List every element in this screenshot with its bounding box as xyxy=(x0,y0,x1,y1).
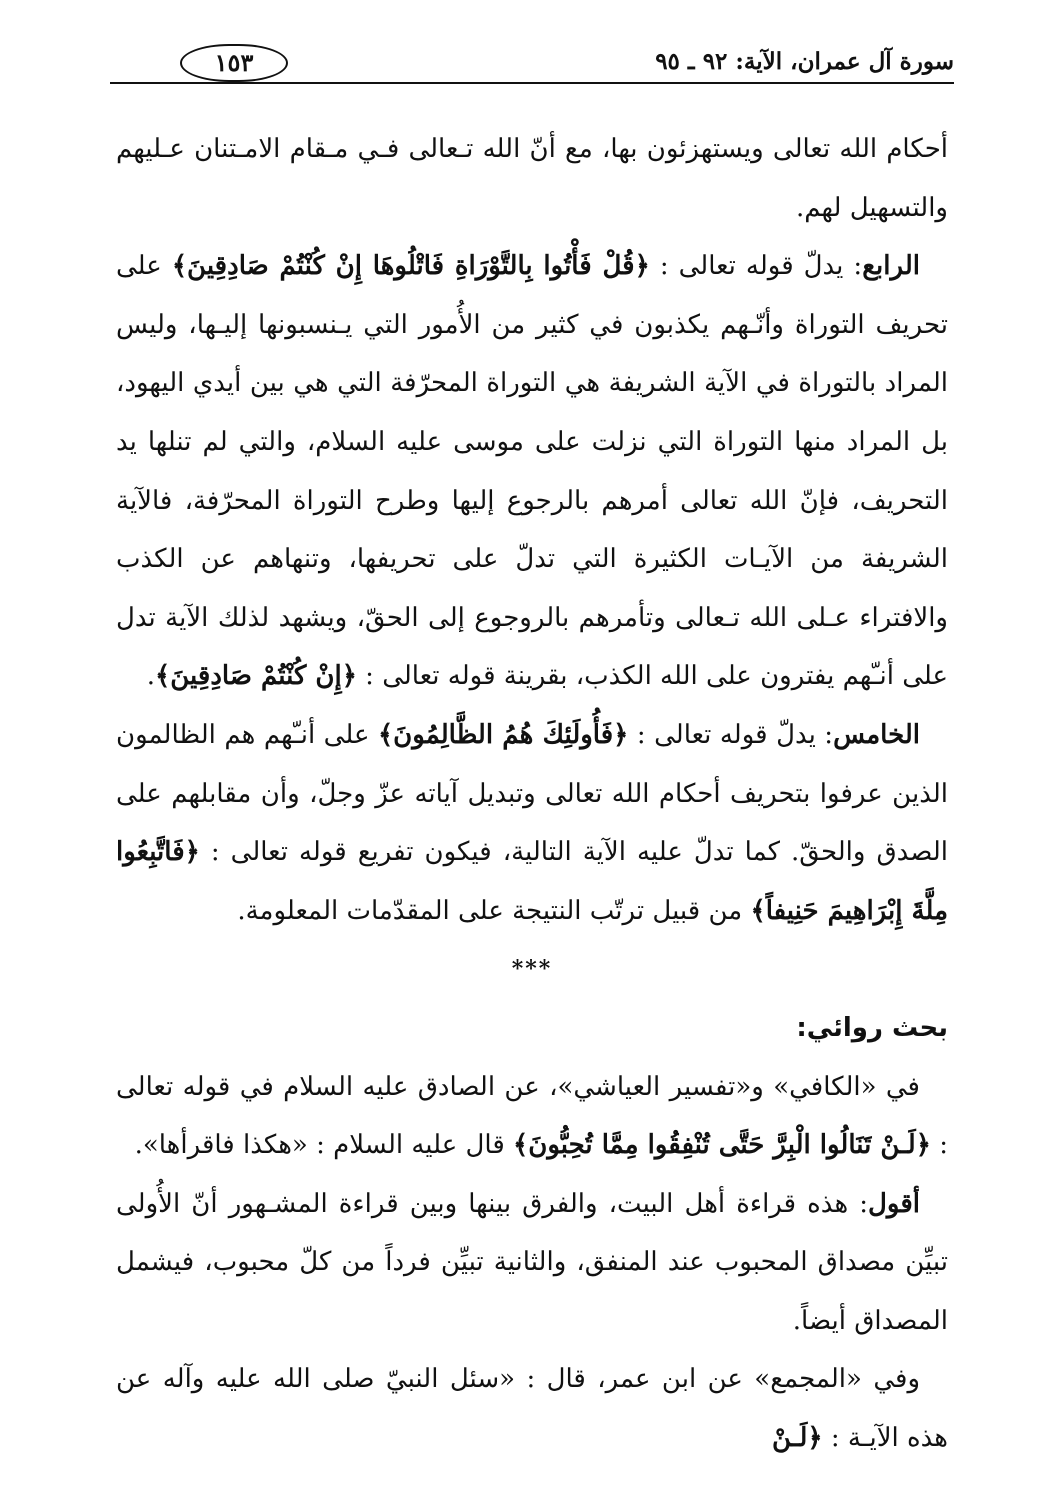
paragraph-fifth-text-a: : يدلّ قوله تعالى : xyxy=(628,719,834,750)
paragraph-narration xyxy=(116,1058,948,1175)
quran-verse: ﴿لَـنْ xyxy=(772,1423,823,1454)
quran-verse: ﴿لَـنْ تَنَالُوا الْبِرَّ حَتَّى تُنْفِقُوا مِمَّا تُحِبُّونَ﴾ xyxy=(513,1130,931,1161)
paragraph-fifth-text-b: على أنـّهم هم الظالمون الذين عرفوا بتحريف أحكام الله تعالى وتبديل آياته عزّ وجلّ، وأن مقابلهم على الصدق والحقّ. كما تدلّ عليه الآية التالية، فيكون تفريع قوله تعالى : xyxy=(116,719,948,868)
paragraph-1 xyxy=(116,120,948,237)
quran-verse: ﴿فَاتَّبِعُوا مِلَّةَ إِبْرَاهِيمَ حَنِيفاً﴾ xyxy=(116,837,948,926)
quran-verse: ﴿قُلْ فَأْتُوا بِالتَّوْرَاةِ فَاتْلُوهَا إِنْ كُنْتُمْ صَادِقِينَ﴾ xyxy=(171,251,650,282)
quran-verse: ﴿فَأُولَئِكَ هُمُ الظَّالِمُونَ﴾ xyxy=(377,719,629,750)
header-rule xyxy=(110,82,954,84)
running-header xyxy=(110,38,954,88)
paragraph-majma xyxy=(116,1350,948,1467)
paragraph-fourth-lead: الرابع xyxy=(862,251,920,282)
paragraph-fifth-text-c: من قبيل ترتّب النتيجة على المقدّمات المعلومة. xyxy=(237,895,751,926)
paragraph-comment-lead: أقول xyxy=(868,1188,920,1219)
paragraph-fourth-text-b: على تحريف التوراة وأنّـهم يكذبون في كثير من الأُمور التي يـنسبونها إليـها، وليس المراد بالتوراة في الآية الشريفة هي التوراة المحرّفة التي هي بين أيدي اليهود، بل المراد منها التوراة التي نزلت على موسى عليه السلام، والتي لم تنلها يد التحريف، فإنّ الله تعالى أمرهم بالرجوع إليها وطرح التوراة المحرّفة، فالآية الشريفة من الآيـات الكثيرة التي تدلّ على تحريفها، وتنهاهم عن الكذب والافتراء عـلى الله تـعالى وتأمرهم بالروجوع إلى الحقّ، ويشهد لذلك الآية تدل على أنـّهم يفترون على الله الكذب، بقرينة قوله تعالى : xyxy=(116,251,948,692)
quran-verse: ﴿إِنْ كُنْتُمْ صَادِقِينَ﴾ xyxy=(155,661,357,692)
header-title: سورة آل عمران، الآية: ٩٢ ـ ٩٥ xyxy=(655,48,954,75)
paragraph-majma-text: وفي «المجمع» عن ابن عمر، قال : «سئل النبيّ صلى الله عليه وآله عن هذه الآيـة : xyxy=(116,1364,948,1454)
page-body xyxy=(116,120,948,1468)
paragraph-comment-text: : هذه قراءة أهل البيت، والفرق بينها وبين قراءة المشـهور أنّ الأُولى تبيِّن مصداق المحبوب عند المنفق، والثانية تبيِّن فرداً من كلّ محبوب، فيشمل المصداق أيضاً. xyxy=(116,1188,948,1336)
section-heading: بحث روائي: xyxy=(796,1012,948,1043)
paragraph-fifth-lead: الخامس xyxy=(833,719,921,750)
paragraph-fourth-text-a: : يدلّ قوله تعالى : xyxy=(649,251,863,282)
page-number: ١٥٣ xyxy=(180,44,288,82)
paragraph-narration-text-b: قال عليه السلام : «هكذا فاقرأها». xyxy=(134,1130,514,1161)
paragraph-fifth xyxy=(116,706,948,940)
paragraph-comment xyxy=(116,1175,948,1351)
paragraph-fourth-text-c: . xyxy=(146,661,156,692)
paragraph-narration-text-a: في «الكافي» و«تفسير العياشي»، عن الصادق عليه السلام في قوله تعالى : xyxy=(116,1071,948,1161)
section-heading-row xyxy=(116,999,948,1058)
paragraph-1-text: أحكام الله تعالى ويستهزئون بها، مع أنّ الله تـعالى فـي مـقام الامـتنان عـليهم والتسهيل لهم. xyxy=(116,134,948,223)
paragraph-fourth xyxy=(116,237,948,706)
section-separator: *** xyxy=(511,956,553,983)
